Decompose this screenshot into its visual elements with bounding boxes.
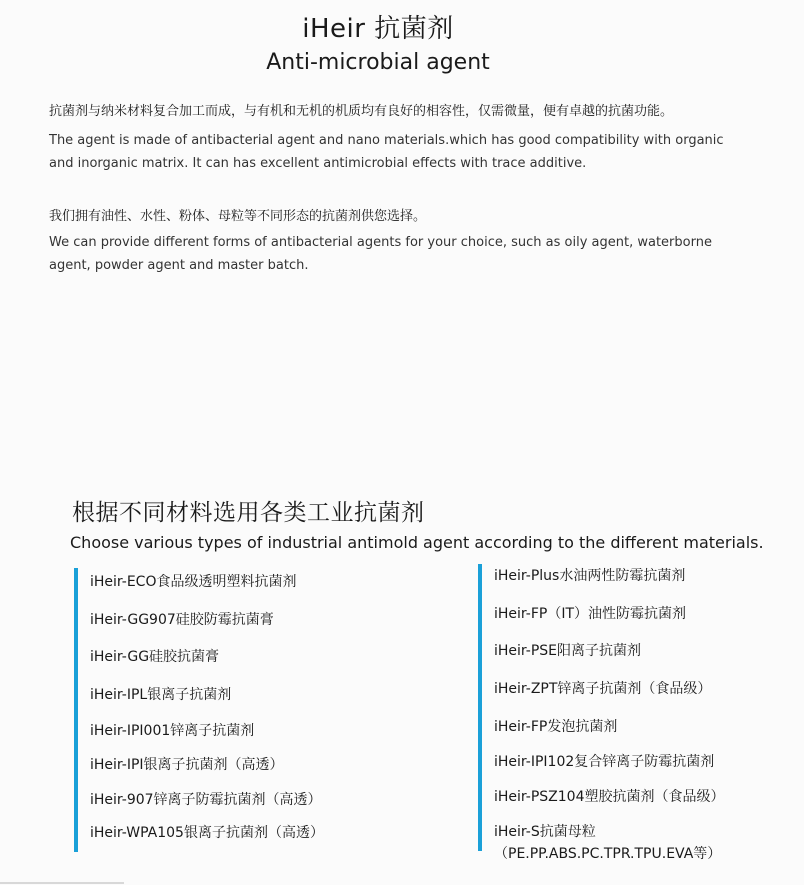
product-item[interactable]: iHeir-GG907硅胶防霉抗菌膏: [90, 612, 274, 628]
product-item[interactable]: iHeir-FP发泡抗菌剂: [494, 719, 618, 735]
product-item[interactable]: iHeir-ZPT锌离子抗菌剂（食品级）: [494, 681, 712, 697]
intro-paragraph-cn-2: 我们拥有油性、水性、粉体、母粒等不同形态的抗菌剂供您选择。: [49, 209, 427, 224]
product-item[interactable]: iHeir-ECO食品级透明塑料抗菌剂: [90, 574, 297, 590]
product-item[interactable]: iHeir-IPI102复合锌离子防霉抗菌剂: [494, 754, 715, 770]
page-title: iHeir 抗菌剂: [302, 14, 454, 44]
product-item[interactable]: iHeir-GG硅胶抗菌膏: [90, 649, 220, 665]
product-item[interactable]: iHeir-IPL银离子抗菌剂: [90, 687, 232, 703]
page-subtitle: Anti-microbial agent: [266, 50, 490, 75]
intro-paragraph-cn-1: 抗菌剂与纳米材料复合加工而成，与有机和无机的机质均有良好的相容性，仅需微量，便有卓越的抗菌功能。: [49, 104, 674, 119]
intro-paragraph-en-1: The agent is made of antibacterial agent and nano materials.which has good compatibility with organic and inorganic matrix. It can has excellent antimicrobial effects with trace additive.: [49, 133, 724, 171]
product-item[interactable]: iHeir-WPA105银离子抗菌剂（高透）: [90, 825, 324, 841]
product-list-right: [478, 564, 782, 862]
section-title: 根据不同材料选用各类工业抗菌剂: [72, 500, 425, 526]
product-list-left: [74, 568, 458, 852]
product-item[interactable]: iHeir-PSZ104塑胶抗菌剂（食品级）: [494, 789, 725, 805]
product-item[interactable]: iHeir-PSE阳离子抗菌剂: [494, 643, 642, 659]
intro-paragraph-en-2: We can provide different forms of antibacterial agents for your choice, such as oily agent, waterborne agent, powder agent and master batch.: [49, 235, 712, 273]
product-item[interactable]: iHeir-IPI银离子抗菌剂（高透）: [90, 757, 284, 773]
product-item[interactable]: iHeir-Plus水油两性防霉抗菌剂: [494, 568, 686, 584]
product-item[interactable]: iHeir-907锌离子防霉抗菌剂（高透）: [90, 792, 322, 808]
product-item[interactable]: iHeir-IPI001锌离子抗菌剂: [90, 723, 255, 739]
product-item[interactable]: iHeir-FP（IT）油性防霉抗菌剂: [494, 606, 687, 622]
product-item[interactable]: iHeir-S抗菌母粒（PE.PP.ABS.PC.TPR.TPU.EVA等）: [494, 824, 722, 862]
section-subtitle: Choose various types of industrial antimold agent according to the different materials.: [70, 533, 764, 552]
bottom-divider: [0, 882, 124, 884]
